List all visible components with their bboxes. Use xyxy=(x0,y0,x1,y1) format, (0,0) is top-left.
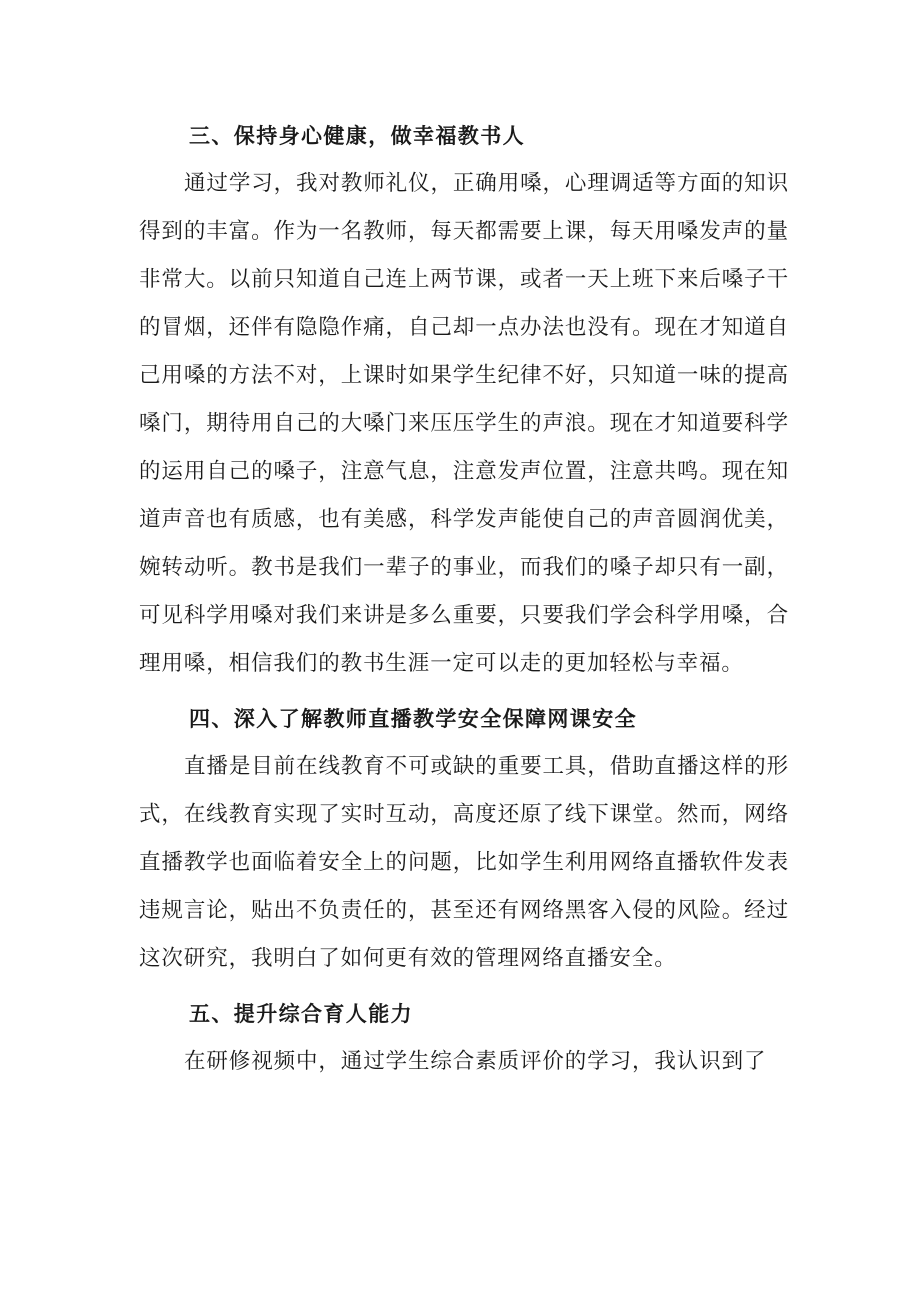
document-body xyxy=(139,112,789,1086)
section-paragraph-3: 通过学习，我对教师礼仪，正确用嗓，心理调适等方面的知识得到的丰富。作为一名教师，每天都需要上课，每天用嗓发声的量非常大。以前只知道自己连上两节课，或者一天上班下来后嗓子干的冒烟，还伴有隐隐作痛，自己却一点办法也没有。现在才知道自己用嗓的方法不对，上课时如果学生纪律不好，只知道一味的提高嗓门，期待用自己的大嗓门来压压学生的声浪。现在才知道要科学的运用自己的嗓子，注意气息，注意发声位置，注意共鸣。现在知道声音也有质感，也有美感，科学发声能使自己的声音圆润优美，婉转动听。教书是我们一辈子的事业，而我们的嗓子却只有一副，可见科学用嗓对我们来讲是多么重要，只要我们学会科学用嗓，合理用嗓，相信我们的教书生涯一定可以走的更加轻松与幸福。 xyxy=(139,171,789,676)
section-heading-5: 五、提升综合育人能力 xyxy=(189,1002,413,1026)
section-heading-3: 三、保持身心健康，做幸福教书人 xyxy=(189,124,525,148)
section-heading-4: 四、深入了解教师直播教学安全保障网课安全 xyxy=(189,707,637,731)
section-paragraph-5: 在研修视频中，通过学生综合素质评价的学习，我认识到了 xyxy=(184,1049,767,1074)
section-paragraph-4: 直播是目前在线教育不可或缺的重要工具，借助直播这样的形式，在线教育实现了实时互动，高度还原了线下课堂。然而，网络直播教学也面临着安全上的问题，比如学生利用网络直播软件发表违规言论，贴出不负责任的，甚至还有网络黑客入侵的风险。经过这次研究，我明白了如何更有效的管理网络直播安全。 xyxy=(139,754,789,971)
